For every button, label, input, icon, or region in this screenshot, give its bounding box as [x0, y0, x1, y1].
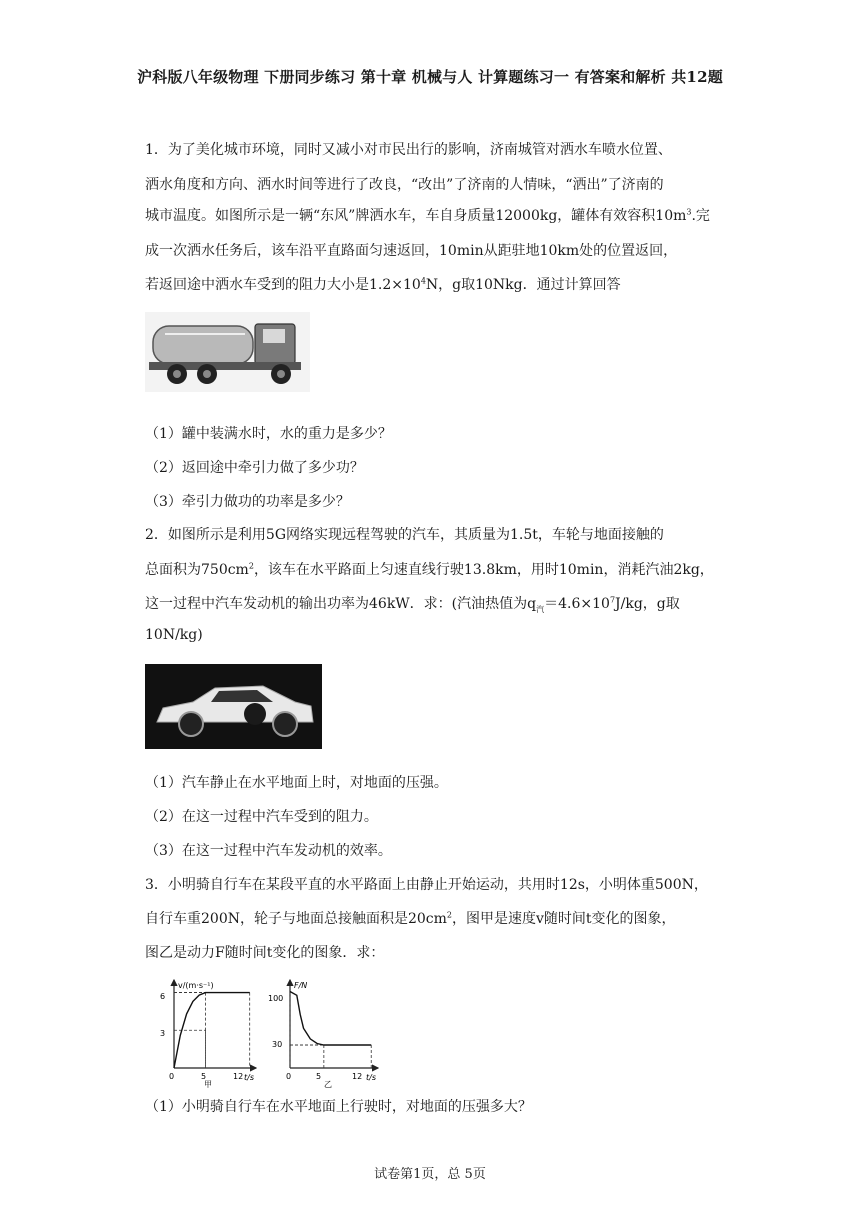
y-axis-label: F/N: [294, 981, 308, 990]
q1-part-3: （3）牵引力做功的功率是多少？: [145, 494, 350, 510]
x-axis-label: t/s: [366, 1073, 376, 1082]
force-time-graph: [268, 976, 383, 1088]
page-footer: 试卷第1页，总 5页: [374, 1167, 486, 1182]
page-header: 沪科版八年级物理 下册同步练习 第十章 机械与人 计算题练习一 有答案和解析 共12题: [137, 68, 723, 86]
car-photo: [145, 664, 322, 749]
q3-part-1: （1）小明骑自行车在水平地面上行驶时，对地面的压强多大？: [145, 1099, 532, 1115]
series-line: [290, 992, 371, 1046]
tick-label-y-1: 100: [268, 994, 284, 1003]
chart-title: 甲: [204, 1080, 212, 1088]
water-truck-photo: [145, 312, 310, 392]
q1-part-1: （1）罐中装满水时，水的重力是多少？: [145, 426, 392, 442]
q2-part-3: （3）在这一过程中汽车发动机的效率。: [145, 843, 392, 859]
q1-line-4: 成一次洒水任务后，该车沿平直路面匀速返回，10min从距驻地10km处的位置返回，: [145, 243, 678, 259]
q1-line-3: 城市温度。如图所示是一辆“东风”牌洒水车，车自身质量12000kg，罐体有效容积$10m^3$.完: [145, 207, 710, 224]
tick-label-y-0: 3: [160, 1029, 166, 1038]
tick-label-x-2: 12: [352, 1072, 363, 1081]
q2-part-1: （1）汽车静止在水平地面上时，对地面的压强。: [145, 775, 448, 791]
y-axis-label: v/(m·s⁻¹): [178, 981, 214, 990]
q1-part-2: （2）返回途中牵引力做了多少功？: [145, 460, 364, 476]
chart-title: 乙: [324, 1080, 332, 1088]
q3-line-3: 图乙是动力F随时间t变化的图象．求：: [145, 945, 385, 961]
velocity-time-graph: [150, 976, 260, 1088]
tick-label-x-0: 0: [286, 1072, 292, 1081]
tick-label-x-1: 5: [201, 1072, 207, 1081]
q3-line-2: 自行车重200N，轮子与地面总接触面积是$20cm^2$，图甲是速度v随时间t变化的图象，: [145, 910, 676, 927]
q2-part-2: （2）在这一过程中汽车受到的阻力。: [145, 809, 378, 825]
q2-line-2: 总面积为$750cm^2$，该车在水平路面上匀速直线行驶13.8km，用时10min，消耗汽油2kg，: [145, 561, 714, 578]
tick-label-x-2: 12: [233, 1072, 244, 1081]
q1-line-1: 1．为了美化城市环境，同时又减小对市民出行的影响，济南城管对洒水车喷水位置、: [145, 142, 672, 158]
tick-label-y-1: 6: [160, 992, 166, 1001]
tick-label-y-0: 30: [272, 1040, 283, 1049]
q3-line-1: 3．小明骑自行车在某段平直的水平路面上由静止开始运动，共用时12s，小明体重500N，: [145, 877, 708, 893]
tick-label-x-1: 5: [316, 1072, 322, 1081]
q2-line-1: 2．如图所示是利用5G网络实现远程驾驶的汽车，其质量为1.5t，车轮与地面接触的: [145, 527, 664, 543]
q2-line-3: 这一过程中汽车发动机的输出功率为46kW．求：(汽油热值为$q_汽=4.6\times 10^7J/kg$，g取: [145, 595, 680, 614]
tick-label-x-0: 0: [169, 1072, 175, 1081]
q2-line-4: 10N/kg): [145, 627, 203, 643]
q1-line-2: 洒水角度和方向、洒水时间等进行了改良，“改出”了济南的人情味，“洒出”了济南的: [145, 177, 664, 193]
x-axis-label: t/s: [244, 1073, 254, 1082]
q1-line-5: 若返回途中洒水车受到的阻力大小是$1.2\times 10^4N$，g取10Nkg．通过计算回答: [145, 276, 621, 293]
